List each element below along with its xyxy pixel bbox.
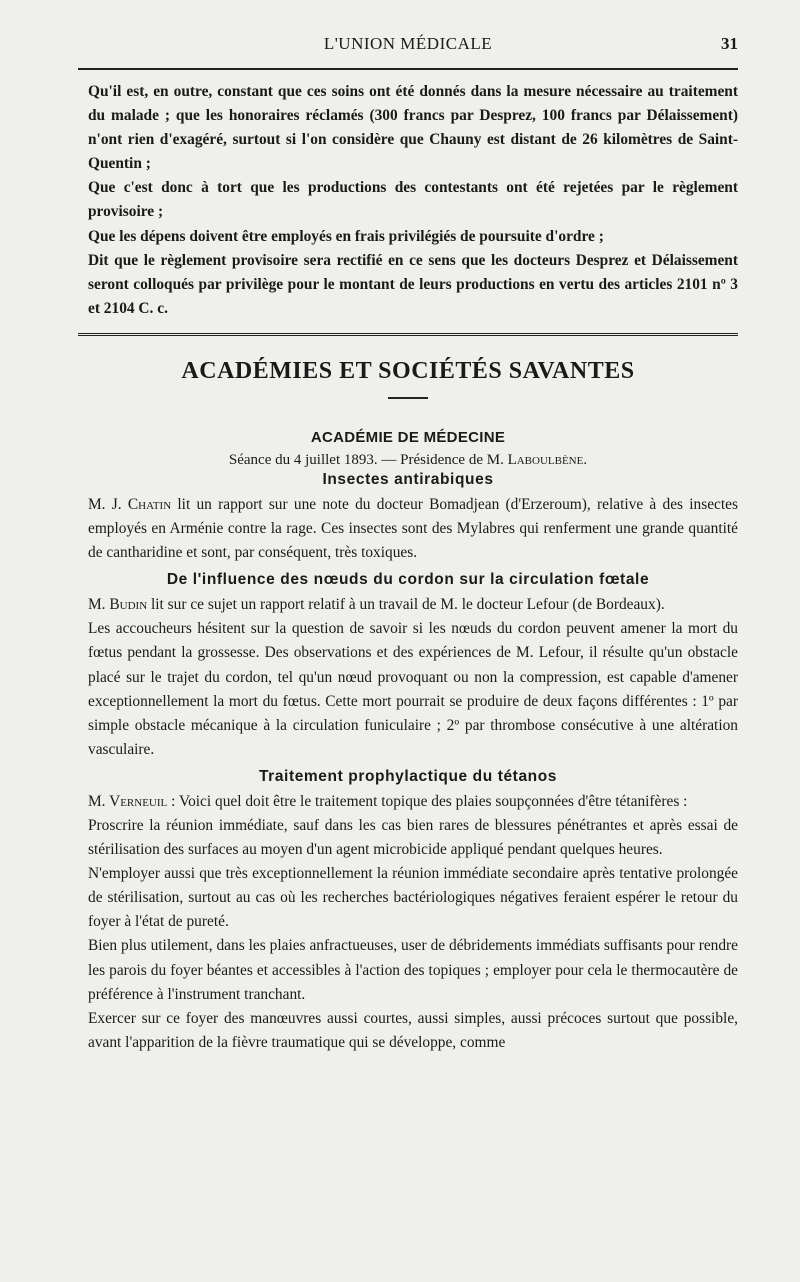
title-underline bbox=[388, 397, 428, 399]
academy-title: ACADÉMIE DE MÉDECINE bbox=[310, 428, 506, 446]
header-rule bbox=[78, 68, 738, 70]
session-line bbox=[78, 452, 738, 469]
judgment-text bbox=[78, 80, 738, 321]
paragraph: Que les dépens doivent être employés en frais privilégiés de poursuite d'ordre ; bbox=[88, 227, 604, 245]
paragraph: Proscrire la réunion immédiate, sauf dans les cas bien rares de blessures pénétrantes et après essai de stérilisation des surfaces au moyen d'un agent microbicide appliqué pendant quelques heures. bbox=[88, 816, 738, 859]
paragraph-text: lit un rapport sur une note du docteur Bomadjean (d'Erzeroum), relative à des insectes employés en Arménie contre la rage. Ces insectes sont des Mylabres qui renferment une grande quantité de cantharidine et sont, par conséquent, très toxiques. bbox=[88, 495, 738, 562]
running-header bbox=[78, 30, 738, 60]
topic-title: De l'influence des nœuds du cordon sur la circulation fœtale bbox=[166, 571, 650, 589]
journal-title: L'UNION MÉDICALE bbox=[323, 34, 493, 53]
session-president: Laboulbène. bbox=[507, 451, 588, 468]
topic-title: Traitement prophylactique du tétanos bbox=[258, 767, 558, 785]
section-divider bbox=[78, 333, 738, 336]
speaker: M. J. Chatin bbox=[88, 495, 172, 513]
paragraph: Que c'est donc à tort que les productions des contestants ont été rejetées par le règlement provisoire ; bbox=[88, 179, 738, 221]
journal-page bbox=[78, 30, 738, 1055]
speaker: M. Verneuil bbox=[88, 792, 168, 810]
speaker: M. Budin bbox=[88, 596, 148, 614]
paragraph: N'employer aussi que très exceptionnellement la réunion immédiate secondaire après tentative prolongée de stérilisation, surtout au cas où les recherches bactériologiques négatives feraient espérer le retour du foyer à l'état de pureté. bbox=[88, 865, 738, 931]
paragraph: Bien plus utilement, dans les plaies anfractueuses, user de débridements immédiats suffisants pour rendre les parois du foyer béantes et accessibles à l'action des topiques ; employer pour cela le thermocautère de préférence à l'instrument tranchant. bbox=[88, 937, 738, 1003]
topic-title: Insectes antirabiques bbox=[322, 470, 494, 488]
session-prefix: Séance du 4 juillet 1893. — Présidence de M. bbox=[228, 451, 508, 468]
section-title: ACADÉMIES ET SOCIÉTÉS SAVANTES bbox=[181, 357, 635, 384]
paragraph: Qu'il est, en outre, constant que ces soins ont été donnés dans la mesure nécessaire au traitement du malade ; que les honoraires réclamés (300 francs par Desprez, 100 francs par Délaissement) n'ont rien d'exagéré, surtout si l'on considère que Chauny est distant de 26 kilomètres de Saint-Quentin ; bbox=[88, 83, 738, 173]
page-number: 31 bbox=[721, 34, 738, 53]
paragraph bbox=[78, 493, 738, 565]
paragraph bbox=[78, 593, 738, 617]
paragraph bbox=[78, 790, 738, 814]
paragraph: Les accoucheurs hésitent sur la question de savoir si les nœuds du cordon peuvent amener la mort du fœtus pendant la grossesse. Des observations et des expériences de M. Lefour, il résulte qu'un obstacle placé sur le trajet du cordon, tel qu'un nœud provoquant ou non la compression, est capable d'amener exceptionnellement la mort du fœtus. Cette mort pourrait se produire de deux façons différentes : 1º par simple obstacle mécanique à la circulation funiculaire ; 2º par thrombose consécutive à une altération vasculaire. bbox=[88, 620, 738, 758]
paragraph: Exercer sur ce foyer des manœuvres aussi courtes, aussi simples, aussi précoces surtout que possible, avant l'apparition de la fièvre traumatique qui se développe, comme bbox=[88, 1009, 738, 1051]
paragraph-text: : Voici quel doit être le traitement topique des plaies soupçonnées d'être tétanifères : bbox=[167, 792, 688, 810]
paragraph: Dit que le règlement provisoire sera rectifié en ce sens que les docteurs Desprez et Délaissement seront colloqués par privilège pour le montant de leurs productions en vertu des articles 2101 nº 3 et 2104 C. c. bbox=[88, 251, 738, 317]
paragraph-text: lit sur ce sujet un rapport relatif à un travail de M. le docteur Lefour (de Bordeaux). bbox=[147, 596, 665, 614]
